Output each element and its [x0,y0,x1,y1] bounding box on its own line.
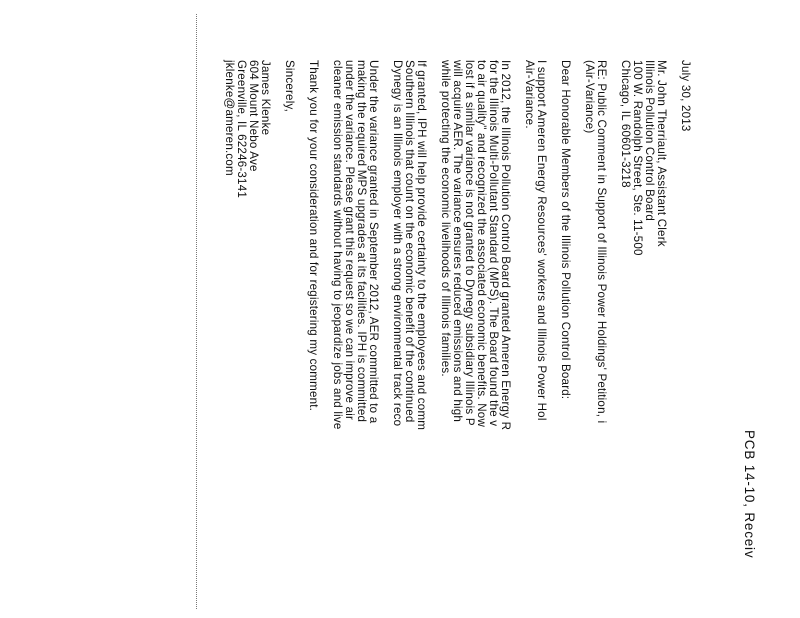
paragraph-2-line: to air quality" and recognized the associated economic benefits. Now [475,60,488,428]
paragraph-3-line: Southern Illinois that count on the economic benefit of the continued [403,60,416,423]
paragraph-4-line: Under the variance granted in September 2012, AER committed to a [367,60,380,424]
paragraph-4-line: under the variance. Please grant this request so we can improve air [343,60,356,421]
paragraph-2-line: for the Illinois Multi-Pollutant Standard (MPS). The Board found the v [487,60,500,427]
subject-line: RE: Public Comment in Support of Illinois Power Holdings' Petition, i [595,60,608,424]
sign-off: Sincerely, [283,60,296,113]
paragraph-2-line: while protecting the economic livelihoods of Illinois families. [439,60,452,377]
recipient-city: Chicago, IL 60601-3218 [619,60,632,188]
salutation: Dear Honorable Members of the Illinois Pollution Control Board: [559,60,572,400]
letter-date: July 30, 2013 [679,60,692,132]
paragraph-3-line: If granted, IPH will help provide certainty to the employees and comm [415,60,428,431]
subject-line-2: (Air-Variance) [583,60,596,134]
signer-email: jklenke@ameren.com [223,60,236,176]
paragraph-1-line: I support Ameren Energy Resources' workers and Illinois Power Hol [535,60,548,421]
paragraph-4-line: cleaner emission standards without having to jeopardize jobs and live [331,60,344,430]
recipient-street: 100 W. Randolph Street, Ste. 11-500 [631,60,644,256]
signer-name: James Klenke [259,60,272,136]
closing-line: Thank you for your consideration and for registering my comment. [307,60,320,412]
paragraph-3-line: Dynegy is an Illinois employer with a strong environmental track reco [391,60,404,427]
received-stamp: PCB 14-10, Receiv [742,430,757,559]
paragraph-4-line: making the required MPS upgrades at its facilities. IPH is committed [355,60,368,423]
paragraph-2-line: In 2012, the Illinois Pollution Control Board granted Ameren Energy R [499,60,512,431]
signer-city: Greenville, IL 62246-3141 [235,60,248,198]
paragraph-2-line: lost if a similar variance is not granted to Dynegy subsidiary Illinois P [463,60,476,426]
signer-street: 604 Mount Nebo Ave [247,60,260,172]
recipient-org: Illinois Pollution Control Board [643,60,656,222]
recipient-name: Mr. John Therriault, Assistant Clerk [655,60,668,247]
paragraph-2-line: will acquire AER. The variance ensures reduced emissions and high [451,60,464,423]
paragraph-1-line: Air-Variance. [523,60,536,129]
